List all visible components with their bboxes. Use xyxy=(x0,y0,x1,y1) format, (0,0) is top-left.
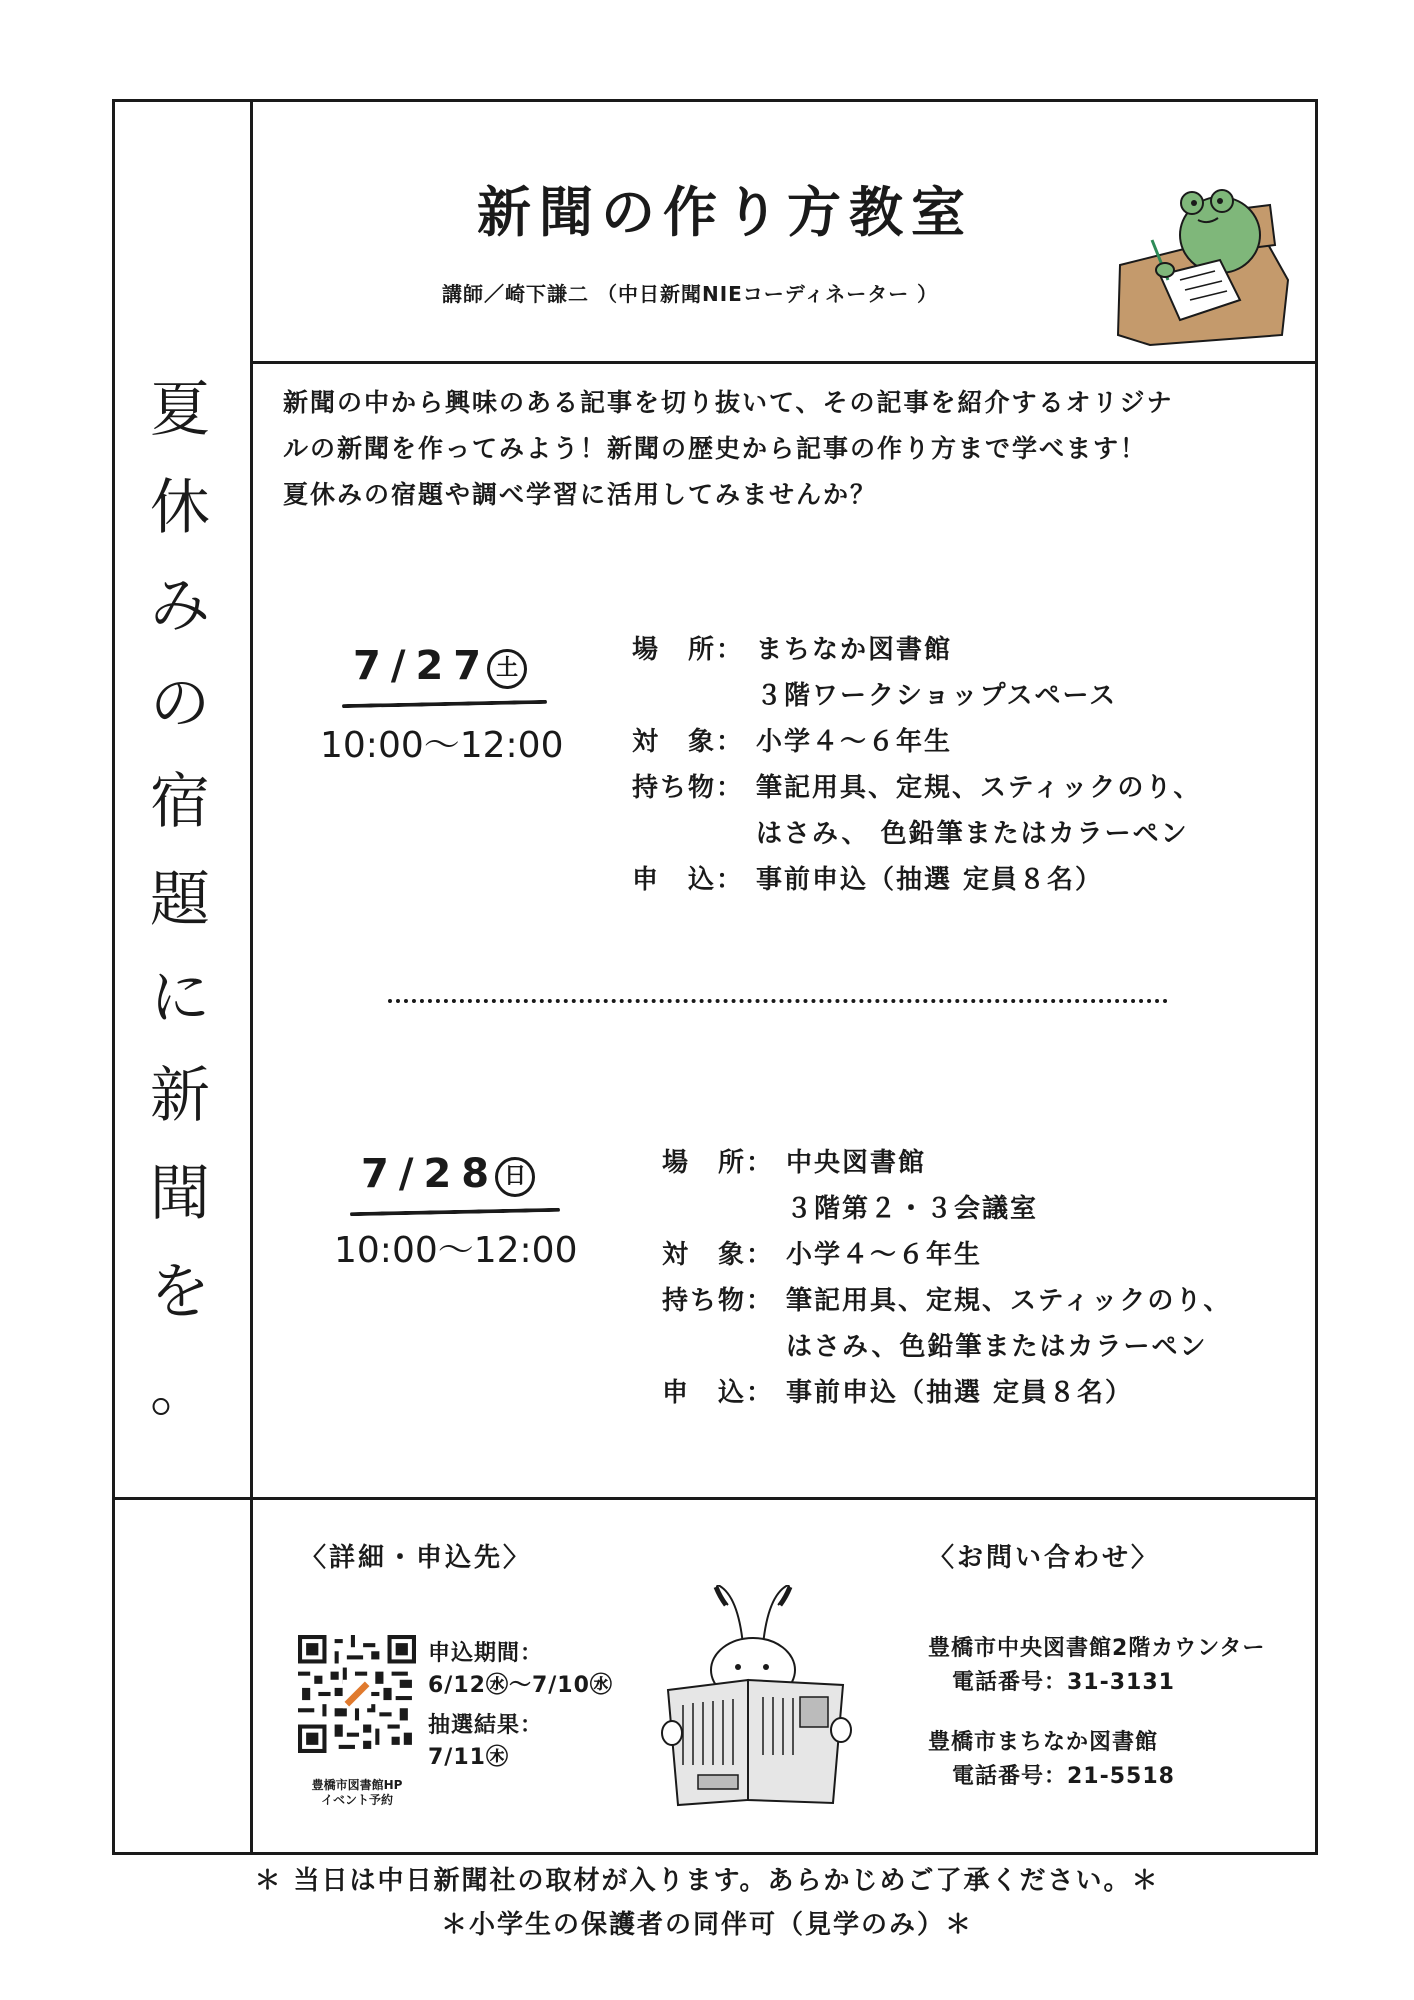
intro-text xyxy=(283,380,1283,518)
session1-details xyxy=(632,627,1201,903)
vertical-char: 夏 xyxy=(150,375,210,445)
vertical-title xyxy=(150,375,210,1425)
items-value: 筆記用具、定規、スティックのり、 xyxy=(786,1286,1232,1316)
apply-period xyxy=(428,1638,613,1774)
spacer xyxy=(662,1324,786,1370)
intro-line: 夏休みの宿題や調べ学習に活用してみませんか？ xyxy=(283,480,878,509)
detail-row xyxy=(632,811,1201,857)
contact-library-2: 豊橋市まちなか図書館 xyxy=(928,1730,1159,1755)
detail-row xyxy=(662,1232,1231,1278)
contact-heading: 〈お問い合わせ〉 xyxy=(928,1543,1161,1573)
session2-day-badge: 日 xyxy=(495,1157,535,1197)
footer-note-2: ＊小学生の保護者の同伴可（見学のみ）＊ xyxy=(440,1910,973,1940)
apply-value: 事前申込（抽選 定員８名） xyxy=(756,865,1104,895)
vertical-char: み xyxy=(150,571,210,641)
contact-library-1: 豊橋市中央図書館2階カウンター xyxy=(928,1636,1266,1661)
vertical-char: 新 xyxy=(150,1061,210,1131)
apply-label: 申 込： xyxy=(632,865,745,895)
place-label: 場 所： xyxy=(632,635,745,665)
spacer xyxy=(632,811,756,857)
session2-date-text: 7/28 xyxy=(361,1151,500,1197)
session-separator xyxy=(388,999,1168,1003)
page-title: 新聞の作り方教室 xyxy=(477,181,973,244)
target-value: 小学４〜６年生 xyxy=(786,1240,983,1270)
header-divider xyxy=(250,361,1318,364)
session1-date-text: 7/27 xyxy=(353,643,492,689)
detail-row xyxy=(662,1324,1231,1370)
qr-caption-line: 豊橋市図書館HP xyxy=(311,1778,403,1792)
frame-top xyxy=(112,99,1318,102)
detail-row xyxy=(632,673,1201,719)
target-label: 対 象： xyxy=(632,727,745,757)
place-label: 場 所： xyxy=(662,1148,775,1178)
intro-line: ルの新聞を作ってみよう！新聞の歴史から記事の作り方まで学べます！ xyxy=(283,434,1148,463)
apply-value: 事前申込（抽選 定員８名） xyxy=(786,1378,1134,1408)
frame-left xyxy=(112,99,115,1855)
items-value-2: はさみ、 色鉛筆またはカラーペン xyxy=(756,819,1189,849)
vertical-char: 。 xyxy=(150,1355,210,1425)
session2-time: 10:00〜12:00 xyxy=(334,1230,578,1271)
detail-row xyxy=(632,765,1201,811)
items-label: 持ち物： xyxy=(632,773,745,803)
lecturer-line: 講師／崎下謙二 （中日新聞NIEコーディネーター ） xyxy=(442,282,939,306)
session2-date xyxy=(361,1151,535,1197)
period-value: 6/12㊌〜7/10㊌ xyxy=(428,1673,613,1698)
spacer xyxy=(662,1186,786,1232)
vertical-char: に xyxy=(150,963,210,1033)
vertical-char: を xyxy=(150,1257,210,1327)
items-label: 持ち物： xyxy=(662,1286,775,1316)
detail-row xyxy=(632,857,1201,903)
detail-row xyxy=(632,719,1201,765)
apply-label: 申 込： xyxy=(662,1378,775,1408)
session1-date xyxy=(353,643,527,689)
detail-row xyxy=(662,1140,1231,1186)
detail-row xyxy=(662,1370,1231,1416)
footer-note-1: ＊ 当日は中日新聞社の取材が入ります。あらかじめご了承ください。＊ xyxy=(254,1866,1160,1896)
items-value-2: はさみ、色鉛筆またはカラーペン xyxy=(786,1332,1208,1362)
vertical-char: 宿 xyxy=(150,767,210,837)
session2-details xyxy=(662,1140,1231,1416)
target-value: 小学４〜６年生 xyxy=(756,727,953,757)
detail-row xyxy=(662,1278,1231,1324)
contact-info xyxy=(928,1632,1265,1794)
qr-code[interactable] xyxy=(298,1635,416,1753)
session2-date-underline xyxy=(350,1208,560,1216)
contact-tel-1: 電話番号：31-3131 xyxy=(952,1670,1175,1695)
vertical-char: 聞 xyxy=(150,1159,210,1229)
intro-line: 新聞の中から興味のある記事を切り抜いて、その記事を紹介するオリジナ xyxy=(283,388,1174,417)
place-value-2: ３階ワークショップスペース xyxy=(756,681,1118,711)
place-value-2: ３階第２・３会議室 xyxy=(786,1194,1039,1224)
session1-day-badge: 土 xyxy=(487,649,527,689)
spacer xyxy=(632,673,756,719)
period-label: 申込期間： xyxy=(428,1641,544,1666)
footer-divider xyxy=(112,1497,1318,1500)
target-label: 対 象： xyxy=(662,1240,775,1270)
session1-time: 10:00〜12:00 xyxy=(320,725,564,766)
place-value: 中央図書館 xyxy=(786,1148,927,1178)
vertical-char: の xyxy=(150,669,210,739)
session1-date-underline xyxy=(342,700,547,708)
items-value: 筆記用具、定規、スティックのり、 xyxy=(756,773,1202,803)
vertical-char: 休 xyxy=(150,473,210,543)
frog-writing-illustration xyxy=(1110,185,1290,350)
detail-row xyxy=(632,627,1201,673)
qr-caption-line: イベント予約 xyxy=(320,1793,393,1807)
contact-tel-2: 電話番号：21-5518 xyxy=(952,1764,1175,1789)
detail-row xyxy=(662,1186,1231,1232)
apply-info-heading: 〈詳細・申込先〉 xyxy=(300,1543,533,1573)
qr-caption xyxy=(292,1778,422,1808)
result-value: 7/11㊍ xyxy=(428,1745,509,1770)
rabbit-newspaper-illustration xyxy=(658,1585,868,1810)
frame-bottom xyxy=(112,1852,1318,1855)
place-value: まちなか図書館 xyxy=(756,635,953,665)
vertical-char: 題 xyxy=(150,865,210,935)
result-label: 抽選結果： xyxy=(428,1713,544,1738)
